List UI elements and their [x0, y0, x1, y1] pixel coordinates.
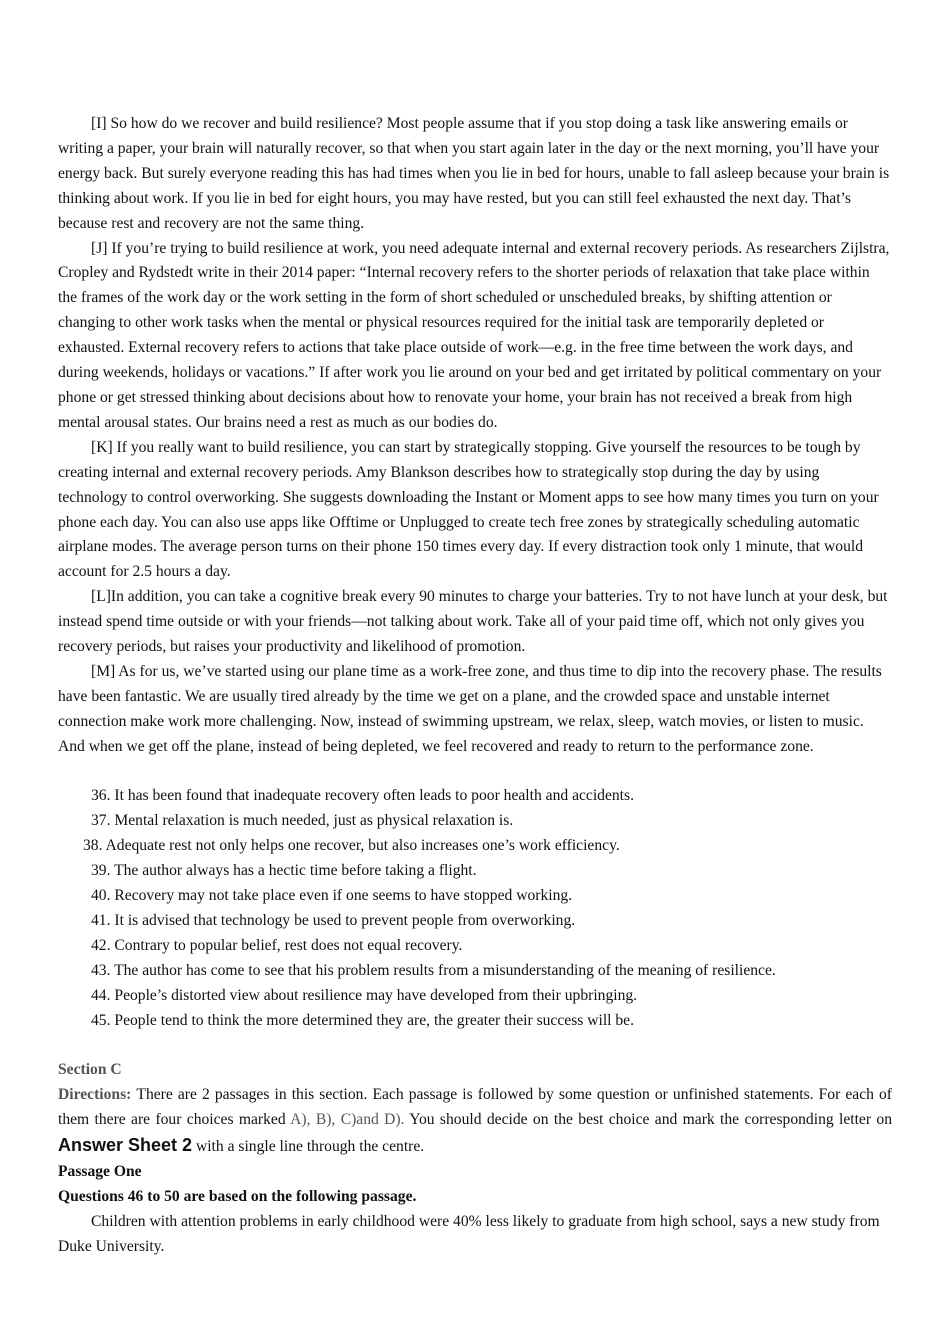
question-36: 36. It has been found that inadequate recovery often leads to poor health and accidents. — [91, 787, 634, 805]
answer-sheet-label: Answer Sheet 2 — [58, 1135, 193, 1156]
question-42: 42. Contrary to popular belief, rest does not equal recovery. — [91, 936, 463, 954]
paragraph-i: [I] So how do we recover and build resilience? Most people assume that if you stop doing a task like answering emails or writing a paper, your brain will naturally recover, so that when you start again later in the day or the next morning, you’ll have your energy back. But surely everyone reading this has had times when you lie in bed for hours, unable to fall asleep because your brain is thinking about work. If you lie in bed for eight hours, you may have rested, but you can still feel exhausted the next day. That’s because rest and recovery are not the same thing. — [58, 115, 890, 232]
question-39: 39. The author always has a hectic time before taking a flight. — [91, 862, 477, 880]
questions-heading: Questions 46 to 50 are based on the following passage. — [58, 1187, 417, 1205]
directions-choices: A), B), C)and D). — [290, 1111, 405, 1129]
paragraph-l: [L]In addition, you can take a cognitive break every 90 minutes to charge your batteries. Try to not have lunch at your desk, but instead spend time outside or with your friends—not talking about work. Take all of your paid time off, which not only gives you recovery periods, but raises your productivity and likelihood of promotion. — [58, 588, 888, 656]
question-44: 44. People’s distorted view about resilience may have developed from their upbringing. — [91, 986, 638, 1004]
document-page — [58, 112, 892, 1260]
question-45: 45. People tend to think the more determined they are, the greater their success will be. — [91, 1011, 635, 1029]
question-38: 38. Adequate rest not only helps one recover, but also increases one’s work efficiency. — [83, 837, 620, 855]
section-c-title: Section C — [58, 1061, 122, 1079]
passage-title: Passage One — [58, 1163, 142, 1181]
directions-text: There are 2 passages in this section. Each passage is followed by some question or unfinished statements. For each of them there are four choices marked — [58, 1086, 893, 1129]
directions-lead: Directions: — [58, 1086, 137, 1104]
question-41: 41. It is advised that technology be used to prevent people from overworking. — [91, 911, 576, 929]
paragraph-m: [M] As for us, we’ve started using our plane time as a work-free zone, and thus time to dip into the recovery phase. The results have been fantastic. We are usually tired already by the time we get on a plane, and the crowded space and unstable internet connection make work more challenging. Now, instead of swimming upstream, we relax, sleep, watch movies, or listen to music. And when we get off the plane, instead of being depleted, we feel recovered and ready to return to the performance zone. — [58, 662, 882, 755]
paragraph-j: [J] If you’re trying to build resilience at work, you need adequate internal and external recovery periods. As researchers Zijlstra, Cropley and Rydstedt write in their 2014 paper: “Internal recovery refers to the shorter periods of relaxation that take place within the frames of the work day or the work setting in the form of short scheduled or unscheduled breaks, by shifting attention or changing to other work tasks when the mental or physical resources required for the initial task are temporarily depleted or exhausted. External recovery refers to actions that take place outside of work—e.g. in the free time between the work days, and during weekends, holidays or vacations.” If after work you lie around on your bed and get irritated by political commentary on your phone or get stressed thinking about decisions about how to renovate your home, your brain has not received a break from high mental arousal states. Our brains need a rest as much as our bodies do. — [58, 239, 890, 431]
question-list — [58, 784, 892, 1033]
section-c-directions — [58, 1083, 892, 1160]
question-37: 37. Mental relaxation is much needed, just as physical relaxation is. — [91, 812, 514, 830]
spacer — [58, 760, 892, 785]
directions-text: You should decide on the best choice and mark the corresponding letter on — [404, 1111, 892, 1129]
question-43: 43. The author has come to see that his problem results from a misunderstanding of the meaning of resilience. — [91, 961, 776, 979]
paragraph-k: [K] If you really want to build resilience, you can start by strategically stopping. Give yourself the resources to be tough by creating internal and external recovery periods. Amy Blankson describes how to strategically stop during the day by using technology to control overworking. She suggests downloading the Instant or Moment apps to see how many times you turn on your phone each day. You can also use apps like Offtime or Unplugged to create tech free zones by strategically scheduling automatic airplane modes. The average person turns on their phone 150 times every day. If every distraction took only 1 minute, that would account for 2.5 hours a day. — [58, 438, 879, 581]
directions-text: with a single line through the centre. — [192, 1138, 425, 1156]
passage-paragraph: Children with attention problems in early childhood were 40% less likely to graduate from high school, says a new study from Duke University. — [58, 1212, 880, 1255]
spacer — [58, 1034, 892, 1059]
question-40: 40. Recovery may not take place even if one seems to have stopped working. — [91, 887, 573, 905]
